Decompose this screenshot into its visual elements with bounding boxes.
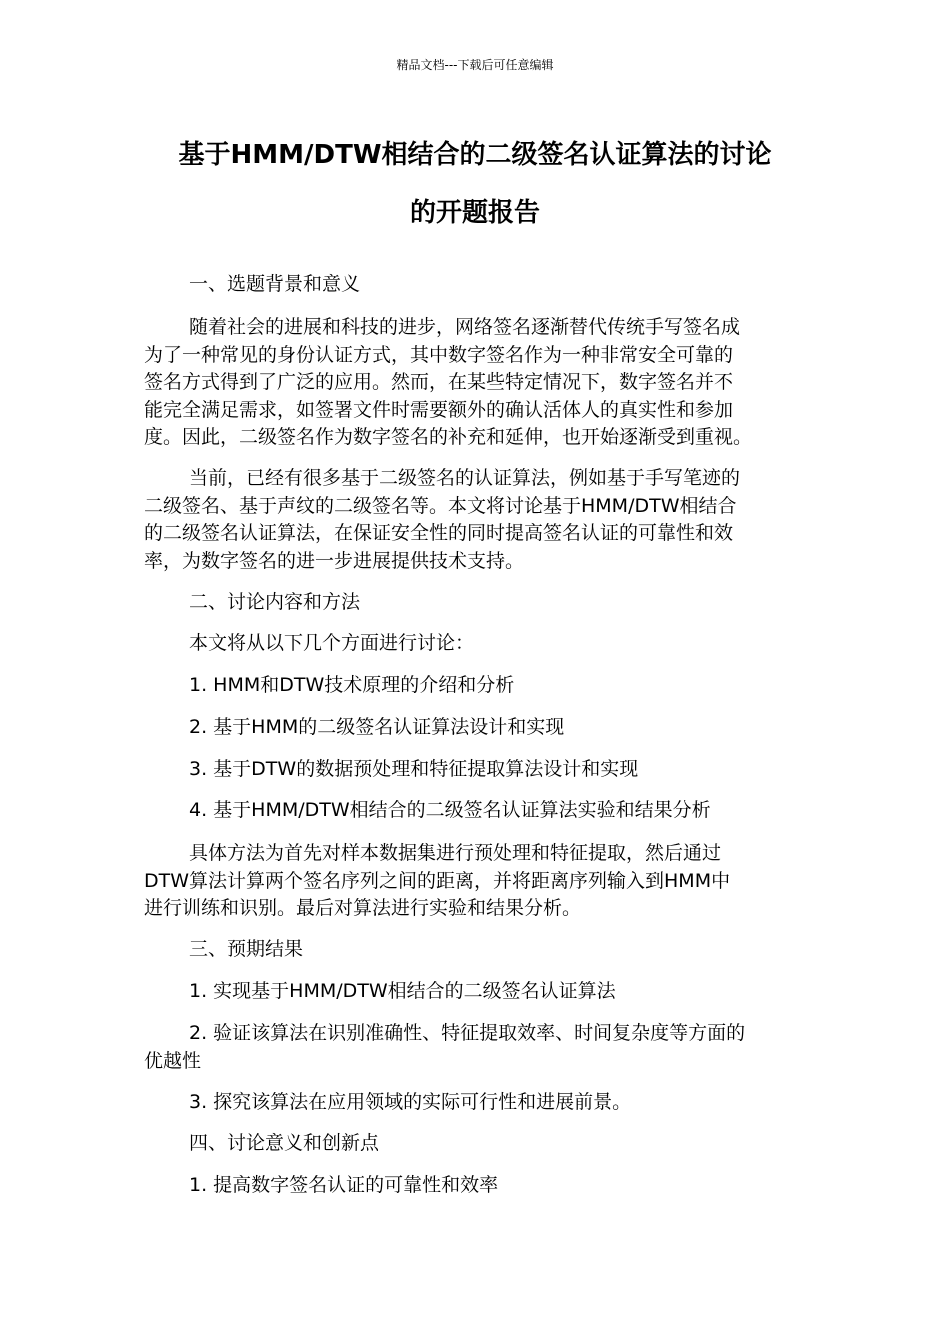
text-line: 3. 探究该算法在应用领域的实际可行性和进展前景。 [189,1091,632,1113]
text-line: 率，为数字签名的进一步进展提供技术支持。 [144,549,525,572]
list-item [144,714,804,742]
text-line: 1. HMM和DTW技术原理的介绍和分析 [189,674,515,696]
page-header-note: 精品文档---下载后可任意编辑 [396,58,554,72]
text-line: 3. 基于DTW的数据预处理和特征提取算法设计和实现 [189,758,639,780]
document-title-line-2: 的开题报告 [409,198,540,228]
text-line: 1. 提高数字签名认证的可靠性和效率 [189,1174,499,1196]
text-line: 的二级签名认证算法，在保证安全性的同时提高签名认证的可靠性和效 [144,522,734,544]
list-item [144,672,804,700]
text-line: 进行训练和识别。最后对算法进行实验和结果分析。 [144,897,582,919]
paragraph-current-state [144,465,804,575]
text-line: 当前，已经有很多基于二级签名的认证算法，例如基于手写笔迹的 [189,467,741,489]
text-line: DTW算法计算两个签名序列之间的距离，并将距离序列输入到HMM中 [144,869,731,892]
section-heading-significance [144,1130,804,1158]
list-item [144,797,804,825]
text-line: 三、预期结果 [189,938,304,960]
text-line: 为了一种常见的身份认证方式，其中数字签名作为一种非常安全可靠的 [144,343,734,366]
document-title-line-1: 基于HMM/DTW相结合的二级签名认证算法的讨论 [178,140,772,170]
paragraph-background [144,314,804,452]
list-item [144,1089,804,1117]
text-line: 4. 基于HMM/DTW相结合的二级签名认证算法实验和结果分析 [189,799,711,821]
list-item [144,1172,804,1200]
text-line: 优越性 [144,1049,202,1072]
section-heading-expected-results [144,936,804,964]
text-line: 2. 基于HMM的二级签名认证算法设计和实现 [189,716,565,738]
text-line: 一、选题背景和意义 [189,273,361,295]
list-item [144,1020,804,1075]
text-line: 随着社会的进展和科技的进步，网络签名逐渐替代传统手写签名成 [189,316,741,338]
section-heading-methods [144,589,804,617]
section-heading-background [144,271,804,299]
text-line: 二、讨论内容和方法 [189,591,361,613]
text-line: 具体方法为首先对样本数据集进行预处理和特征提取，然后通过 [189,842,722,864]
text-line: 四、讨论意义和创新点 [189,1132,380,1154]
text-line: 本文将从以下几个方面进行讨论： [189,632,475,654]
text-line: 签名方式得到了广泛的应用。然而，在某些特定情况下，数字签名并不 [144,371,734,393]
text-line: 1. 实现基于HMM/DTW相结合的二级签名认证算法 [189,980,616,1002]
list-item [144,756,804,784]
paragraph-method-detail [144,840,804,923]
text-line: 度。因此，二级签名作为数字签名的补充和延伸，也开始逐渐受到重视。 [144,426,753,448]
text-line: 二级签名、基于声纹的二级签名等。本文将讨论基于HMM/DTW相结合 [144,494,737,517]
text-line: 能完全满足需求，如签署文件时需要额外的确认活体人的真实性和参加 [144,398,734,421]
list-item [144,978,804,1006]
text-line: 2. 验证该算法在识别准确性、特征提取效率、时间复杂度等方面的 [189,1022,746,1044]
paragraph-intro-list [144,630,804,658]
